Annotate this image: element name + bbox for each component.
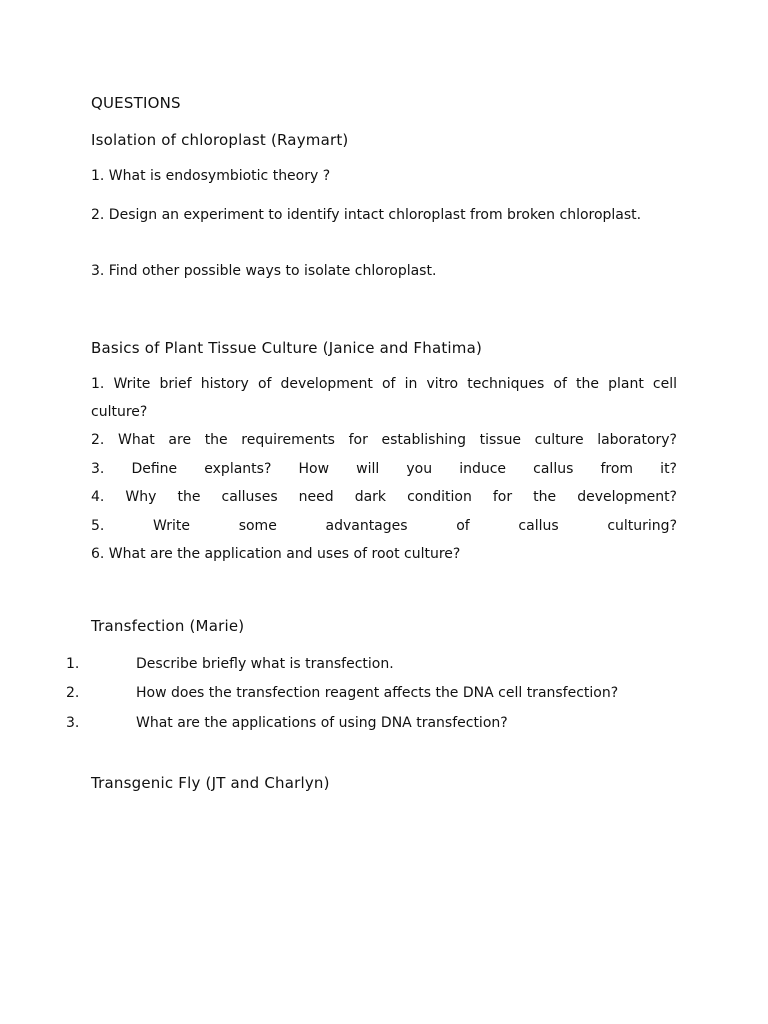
list-number: 1.: [66, 656, 80, 672]
question-item: 6. What are the application and uses of root culture?: [91, 546, 461, 562]
list-item: How does the transfection reagent affects the DNA cell transfection?: [136, 685, 619, 701]
document-header: QUESTIONS: [91, 94, 181, 112]
question-item-continuation: culture?: [91, 404, 148, 420]
question-item: 2. What are the requirements for establishing tissue culture laboratory?: [91, 432, 677, 448]
question-item: 5. Write some advantages of callus culturing?: [91, 518, 677, 534]
question-item: 1. What is endosymbiotic theory ?: [91, 168, 331, 184]
list-number: 3.: [66, 715, 80, 731]
section-title-chloroplast: Isolation of chloroplast (Raymart): [91, 131, 349, 149]
section-title-transfection: Transfection (Marie): [91, 617, 245, 635]
list-number: 2.: [66, 685, 80, 701]
question-item: 1. Write brief history of development of in vitro techniques of the plant cell: [91, 376, 677, 392]
list-item: What are the applications of using DNA transfection?: [136, 715, 508, 731]
question-item: 3. Define explants? How will you induce callus from it?: [91, 461, 677, 477]
list-item: Describe briefly what is transfection.: [136, 656, 394, 672]
section-title-transgenic-fly: Transgenic Fly (JT and Charlyn): [91, 774, 330, 792]
section-title-plant-tissue-culture: Basics of Plant Tissue Culture (Janice and Fhatima): [91, 339, 483, 357]
question-item: 4. Why the calluses need dark condition for the development?: [91, 489, 677, 505]
question-item: 3. Find other possible ways to isolate chloroplast.: [91, 263, 437, 279]
question-item: 2. Design an experiment to identify intact chloroplast from broken chloroplast.: [91, 207, 642, 223]
